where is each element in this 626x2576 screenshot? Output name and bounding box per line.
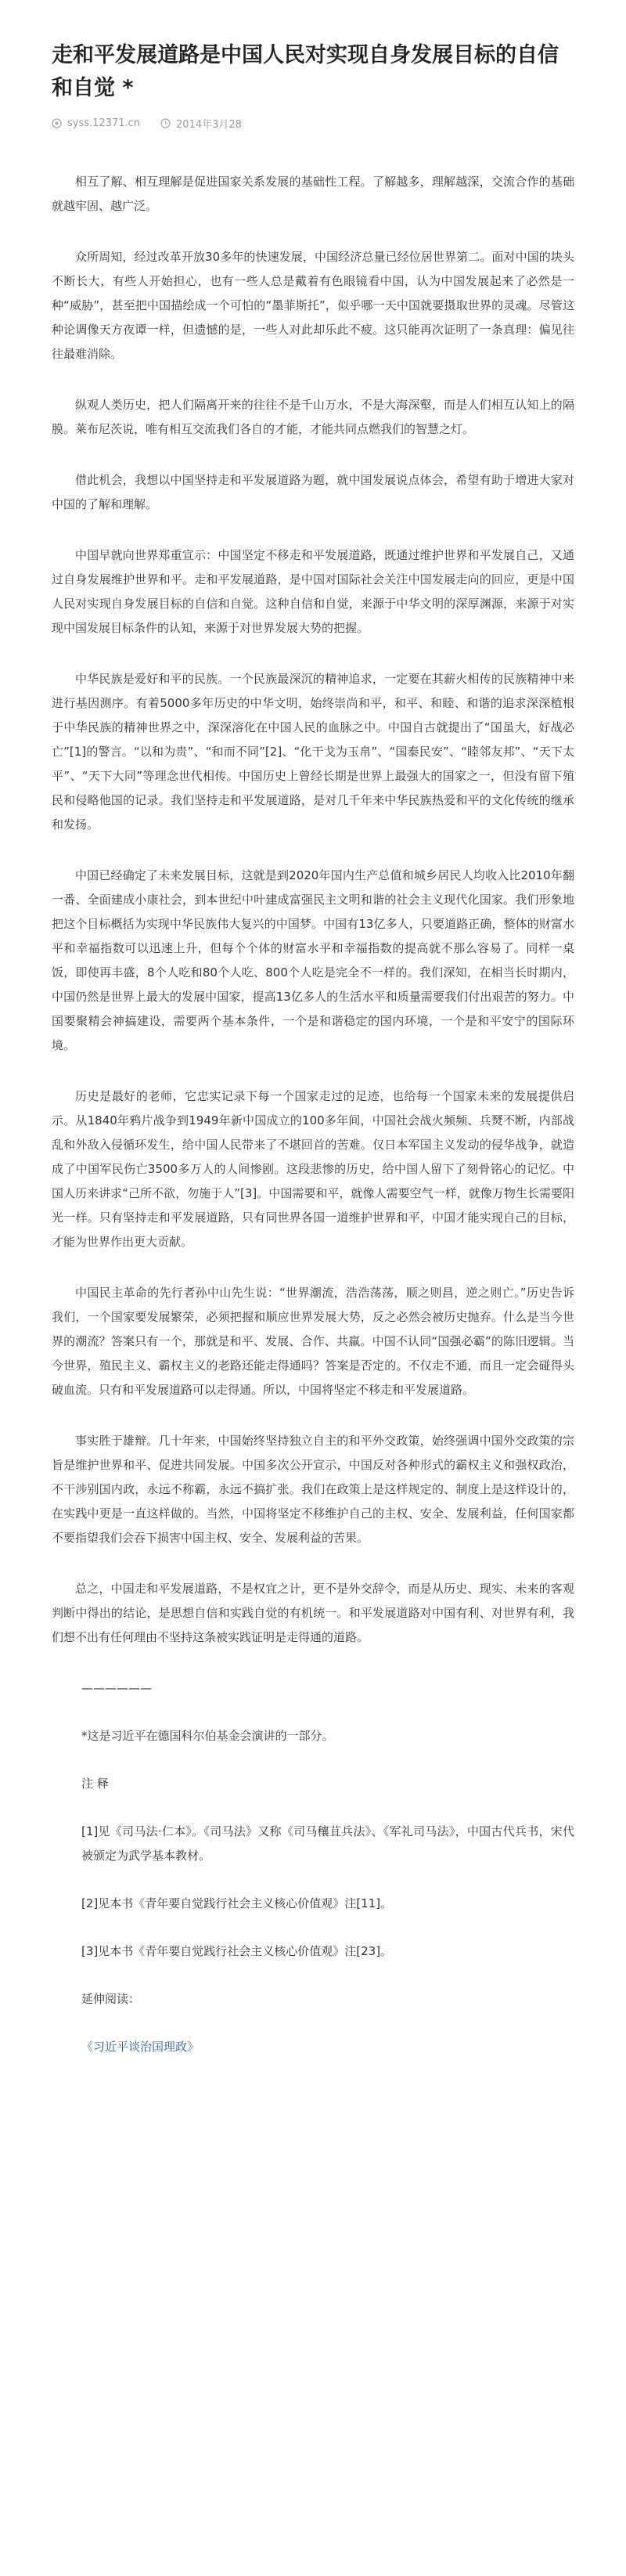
clock-icon bbox=[160, 118, 171, 128]
paragraph: 事实胜于雄辩。几十年来，中国始终坚持独立自主的和平外交政策，始终强调中国外交政策的宗旨是维护世界和平、促进共同发展。中国多次公开宣示，中国反对各种形式的霸权主义和强权政治，不干涉别国内政，永远不称霸，永远不搞扩张。我们在政策上是这样规定的、制度上是这样设计的，在实践中更是一直这样做的。当然，中国将坚定不移维护自己的主权、安全、发展利益，任何国家都不要指望我们会吞下损害中国主权、安全、发展利益的苦果。 bbox=[52, 1434, 574, 1545]
date-meta bbox=[160, 116, 242, 131]
paragraph: 纵观人类历史，把人们隔离开来的往往不是千山万水，不是大海深壑，而是人们相互认知上的隔膜。莱布尼茨说，唯有相互交流我们各自的才能，才能共同点燃我们的智慧之灯。 bbox=[52, 398, 574, 436]
paragraph: 中国民主革命的先行者孙中山先生说：“世界潮流，浩浩荡荡，顺之则昌，逆之则亡。”历史告诉我们，一个国家要发展繁荣，必须把握和顺应世界发展大势，反之必然会被历史抛弃。什么是当今世界的潮流？答案只有一个，那就是和平、发展、合作、共赢。中国不认同“国强必霸”的陈旧逻辑。当今世界，殖民主义、霸权主义的老路还能走得通吗？答案是否定的。不仅走不通，而且一定会碰得头破血流。只有和平发展道路可以走得通。所以，中国将坚定不移走和平发展道路。 bbox=[52, 1286, 574, 1397]
paragraph: 中国早就向世界郑重宣示：中国坚定不移走和平发展道路，既通过维护世界和平发展自己，又通过自身发展维护世界和平。走和平发展道路，是中国对国际社会关注中国发展走向的回应，更是中国人民对实现自身发展目标的自信和自觉。这种自信和自觉，来源于中华文明的深厚渊源，来源于对实现中国发展目标条件的认知，来源于对世界发展大势的把握。 bbox=[52, 548, 574, 635]
paragraph: 众所周知，经过改革开放30多年的快速发展，中国经济总量已经位居世界第二。面对中国的块头不断长大，有些人开始担心，也有一些人总是戴着有色眼镜看中国，认为中国发展起来了必然是一种“威胁”，甚至把中国描绘成一个可怕的“墨菲斯托”，似乎哪一天中国就要摄取世界的灵魂。尽管这种论调像天方夜谭一样，但遗憾的是，一些人对此却乐此不疲。这只能再次证明了一条真理：偏见往往最难消除。 bbox=[52, 250, 574, 361]
source-icon bbox=[52, 118, 62, 128]
article-body bbox=[52, 170, 574, 2059]
article-title: 走和平发展道路是中国人民对实现自身发展目标的自信和自觉 * bbox=[52, 43, 559, 100]
paragraph: 历史是最好的老师，它忠实记录下每一个国家走过的足迹，也给每一个国家未来的发展提供启示。从1840年鸦片战争到1949年新中国成立的100多年间，中国社会战火频频、兵燹不断，内部战乱和外敌入侵循环发生，给中国人民带来了不堪回首的苦难。仅日本军国主义发动的侵华战争，就造成了中国军民伤亡3500多万人的人间惨剧。这段悲惨的历史，给中国人留下了刻骨铭心的记忆。中国人历来讲求“己所不欲，勿施于人”[3]。中国需要和平，就像人需要空气一样，就像万物生长需要阳光一样。只有坚持走和平发展道路，只有同世界各国一道维护世界和平，中国才能实现自己的目标，才能为世界作出更大贡献。 bbox=[52, 1089, 574, 1249]
paragraph: 总之，中国走和平发展道路，不是权宜之计，更不是外交辞令，而是从历史、现实、未来的客观判断中得出的结论，是思想自信和实践自觉的有机统一。和平发展道路对中国有利、对世界有利，我们想不出有任何理由不坚持这条被实践证明是走得通的道路。 bbox=[52, 1582, 574, 1644]
paragraph: 中国已经确定了未来发展目标，这就是到2020年国内生产总值和城乡居民人均收入比2010年翻一番、全面建成小康社会，到本世纪中叶建成富强民主文明和谐的社会主义现代化国家。我们形象地把这个目标概括为实现中华民族伟大复兴的中国梦。中国有13亿多人，只要道路正确，整体的财富水平和幸福指数可以迅速上升，但每个个体的财富水平和幸福指数的提高就不那么容易了。同样一桌饭，即使再丰盛，8个人吃和80个人吃、800个人吃是完全不一样的。我们深知，在相当长时期内，中国仍然是世界上最大的发展中国家，提高13亿多人的生活水平和质量需要我们付出艰苦的努力。中国要聚精会神搞建设，需要两个基本条件，一个是和谐稳定的国内环境，一个是和平安宁的国际环境。 bbox=[52, 868, 574, 1052]
article-meta bbox=[52, 116, 574, 131]
paragraph: 借此机会，我想以中国坚持走和平发展道路为题，就中国发展说点体会，希望有助于增进大家对中国的了解和理解。 bbox=[52, 473, 574, 511]
note-item: [3]见本书《青年要自觉践行社会主义核心价值观》注[23]。 bbox=[81, 1944, 393, 1958]
paragraph: 中华民族是爱好和平的民族。一个民族最深沉的精神追求，一定要在其薪火相传的民族精神中来进行基因测序。有着5000多年历史的中华文明，始终崇尚和平，和平、和睦、和谐的追求深深植根于中华民族的精神世界之中，深深溶化在中国人民的血脉之中。中国自古就提出了“国虽大，好战必亡”[1]的警言。“以和为贵”、“和而不同”[2]、“化干戈为玉帛”、“国泰民安”、“睦邻友邦”、“天下太平”、“天下大同”等理念世代相传。中国历史上曾经长期是世界上最强大的国家之一，但没有留下殖民和侵略他国的记录。我们坚持走和平发展道路，是对几千年来中华民族热爱和平的文化传统的继承和发扬。 bbox=[52, 672, 574, 832]
note-item: [1]见《司马法·仁本》。《司马法》又称《司马穰苴兵法》、《军礼司马法》，中国古代兵书，宋代被颁定为武学基本教材。 bbox=[81, 1824, 574, 1863]
source-text: syss.12371.cn bbox=[67, 117, 141, 129]
paragraph: 相互了解、相互理解是促进国家关系发展的基础性工程。了解越多，理解越深，交流合作的基础就越牢固、越广泛。 bbox=[52, 175, 574, 213]
notes-heading: 注 释 bbox=[81, 1777, 109, 1791]
separator-line: —————— bbox=[81, 1681, 152, 1695]
note-item: [2]见本书《青年要自觉践行社会主义核心价值观》注[11]。 bbox=[81, 1896, 393, 1910]
source-meta bbox=[52, 117, 140, 129]
extended-reading-label: 延伸阅读： bbox=[81, 1992, 141, 2006]
date-text: 2014年3月28 bbox=[176, 119, 242, 131]
footnote: *这是习近平在德国科尔伯基金会演讲的一部分。 bbox=[81, 1729, 334, 1743]
extended-reading-link[interactable]: 《习近平谈治国理政》 bbox=[81, 2040, 200, 2054]
extended-reading bbox=[52, 2035, 574, 2059]
